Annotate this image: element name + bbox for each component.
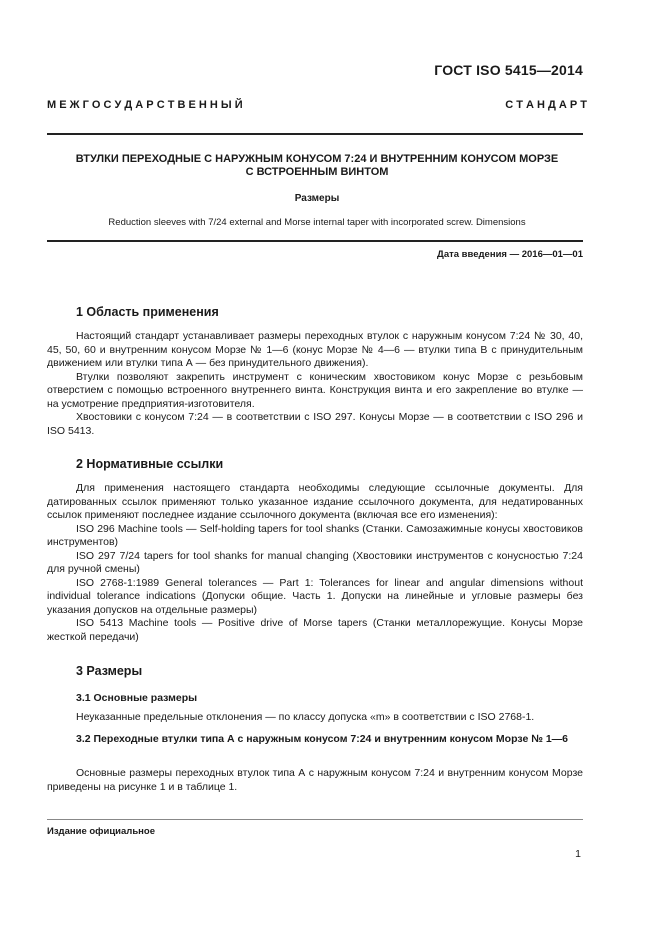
section-1-heading: 1 Область применения bbox=[76, 305, 219, 319]
section-2-paragraph-1: Для применения настоящего стандарта необходимы следующие ссылочные документы. Для датированных ссылок применяют только указанное издание ссылочного документа, для недатированных ссылок применяют последнее издание ссылочного документа (включая все его изменения): bbox=[47, 482, 583, 521]
subsection-3-2-body bbox=[47, 767, 583, 794]
banner-left: М Е Ж Г О С У Д А Р С Т В Е Н Н Ы Й bbox=[47, 99, 243, 111]
section-2-body bbox=[47, 482, 583, 644]
header-divider bbox=[47, 133, 583, 135]
document-code: ГОСТ ISO 5415—2014 bbox=[434, 62, 583, 78]
section-1-body bbox=[47, 330, 583, 438]
banner-right: С Т А Н Д А Р Т bbox=[505, 99, 587, 111]
reference-item: ISO 297 7/24 tapers for tool shanks for manual changing (Хвостовики инструментов с конусностью 7:24 для ручной смены) bbox=[47, 549, 583, 575]
introduction-date: Дата введения — 2016—01—01 bbox=[437, 249, 583, 260]
reference-item: ISO 5413 Machine tools — Positive drive of Morse tapers (Станки металлорежущие. Конусы Морзе жесткой передачи) bbox=[47, 617, 583, 643]
document-subtitle: Размеры bbox=[294, 193, 340, 204]
standard-banner bbox=[47, 99, 587, 111]
document-title bbox=[47, 153, 587, 179]
title-divider bbox=[47, 240, 583, 242]
reference-item: ISO 2768-1:1989 General tolerances — Part 1: Tolerances for linear and angular dimensions without individual tolerance indications (Допуски общие. Часть 1. Допуски на линейные и угловые размеры без указания допусков на отдельные размеры) bbox=[47, 576, 583, 616]
subsection-3-1-text: Неуказанные предельные отклонения — по классу допуска «m» в соответствии с ISO 2768-1. bbox=[76, 711, 535, 723]
title-line-1: ВТУЛКИ ПЕРЕХОДНЫЕ С НАРУЖНЫМ КОНУСОМ 7:24 И ВНУТРЕННИМ КОНУСОМ МОРЗЕ bbox=[75, 153, 559, 165]
section-1-paragraph-2: Втулки позволяют закрепить инструмент с коническим хвостовиком конус Морзе с резьбовым отверстием с помощью встроенного внутреннего винта. Конструкция винта и его закрепление во втулке — на усмотрение предприятия-изготовителя. bbox=[47, 370, 583, 410]
title-line-2: С ВСТРОЕННЫМ ВИНТОМ bbox=[245, 166, 389, 178]
reference-item: ISO 296 Machine tools — Self-holding tapers for tool shanks (Станки. Самозажимные конусы хвостовиков инструментов) bbox=[47, 522, 583, 548]
subsection-3-2-heading: 3.2 Переходные втулки типа А с наружным конусом 7:24 и внутренним конусом Морзе № 1—6 bbox=[76, 733, 568, 745]
section-2-heading: 2 Нормативные ссылки bbox=[76, 457, 224, 471]
subsection-3-1-heading: 3.1 Основные размеры bbox=[76, 692, 198, 704]
section-3-heading: 3 Размеры bbox=[76, 664, 143, 678]
page-number: 1 bbox=[575, 848, 581, 860]
section-1-paragraph-3: Хвостовики с конусом 7:24 — в соответствии с ISO 297. Конусы Морзе — в соответствии с ISO 296 и ISO 5413. bbox=[47, 411, 583, 437]
section-1-paragraph-1: Настоящий стандарт устанавливает размеры переходных втулок с наружным конусом 7:24 № 30, 40, 45, 50, 60 и внутренним конусом Морзе № 1—6 (конус Морзе № 4—6 — втулки типа В с принудительным движением или втулки типа А — без принудительного движения). bbox=[47, 330, 583, 369]
official-edition-note: Издание официальное bbox=[47, 826, 155, 837]
subsection-3-1-body bbox=[47, 711, 583, 725]
english-title: Reduction sleeves with 7/24 external and Morse internal taper with incorporated screw. Dimensions bbox=[108, 217, 526, 228]
subsection-3-2-text: Основные размеры переходных втулок типа А с наружным конусом 7:24 и внутренним конусом Морзе приведены на рисунке 1 и в таблице 1. bbox=[47, 767, 583, 793]
footer-divider bbox=[47, 819, 583, 820]
